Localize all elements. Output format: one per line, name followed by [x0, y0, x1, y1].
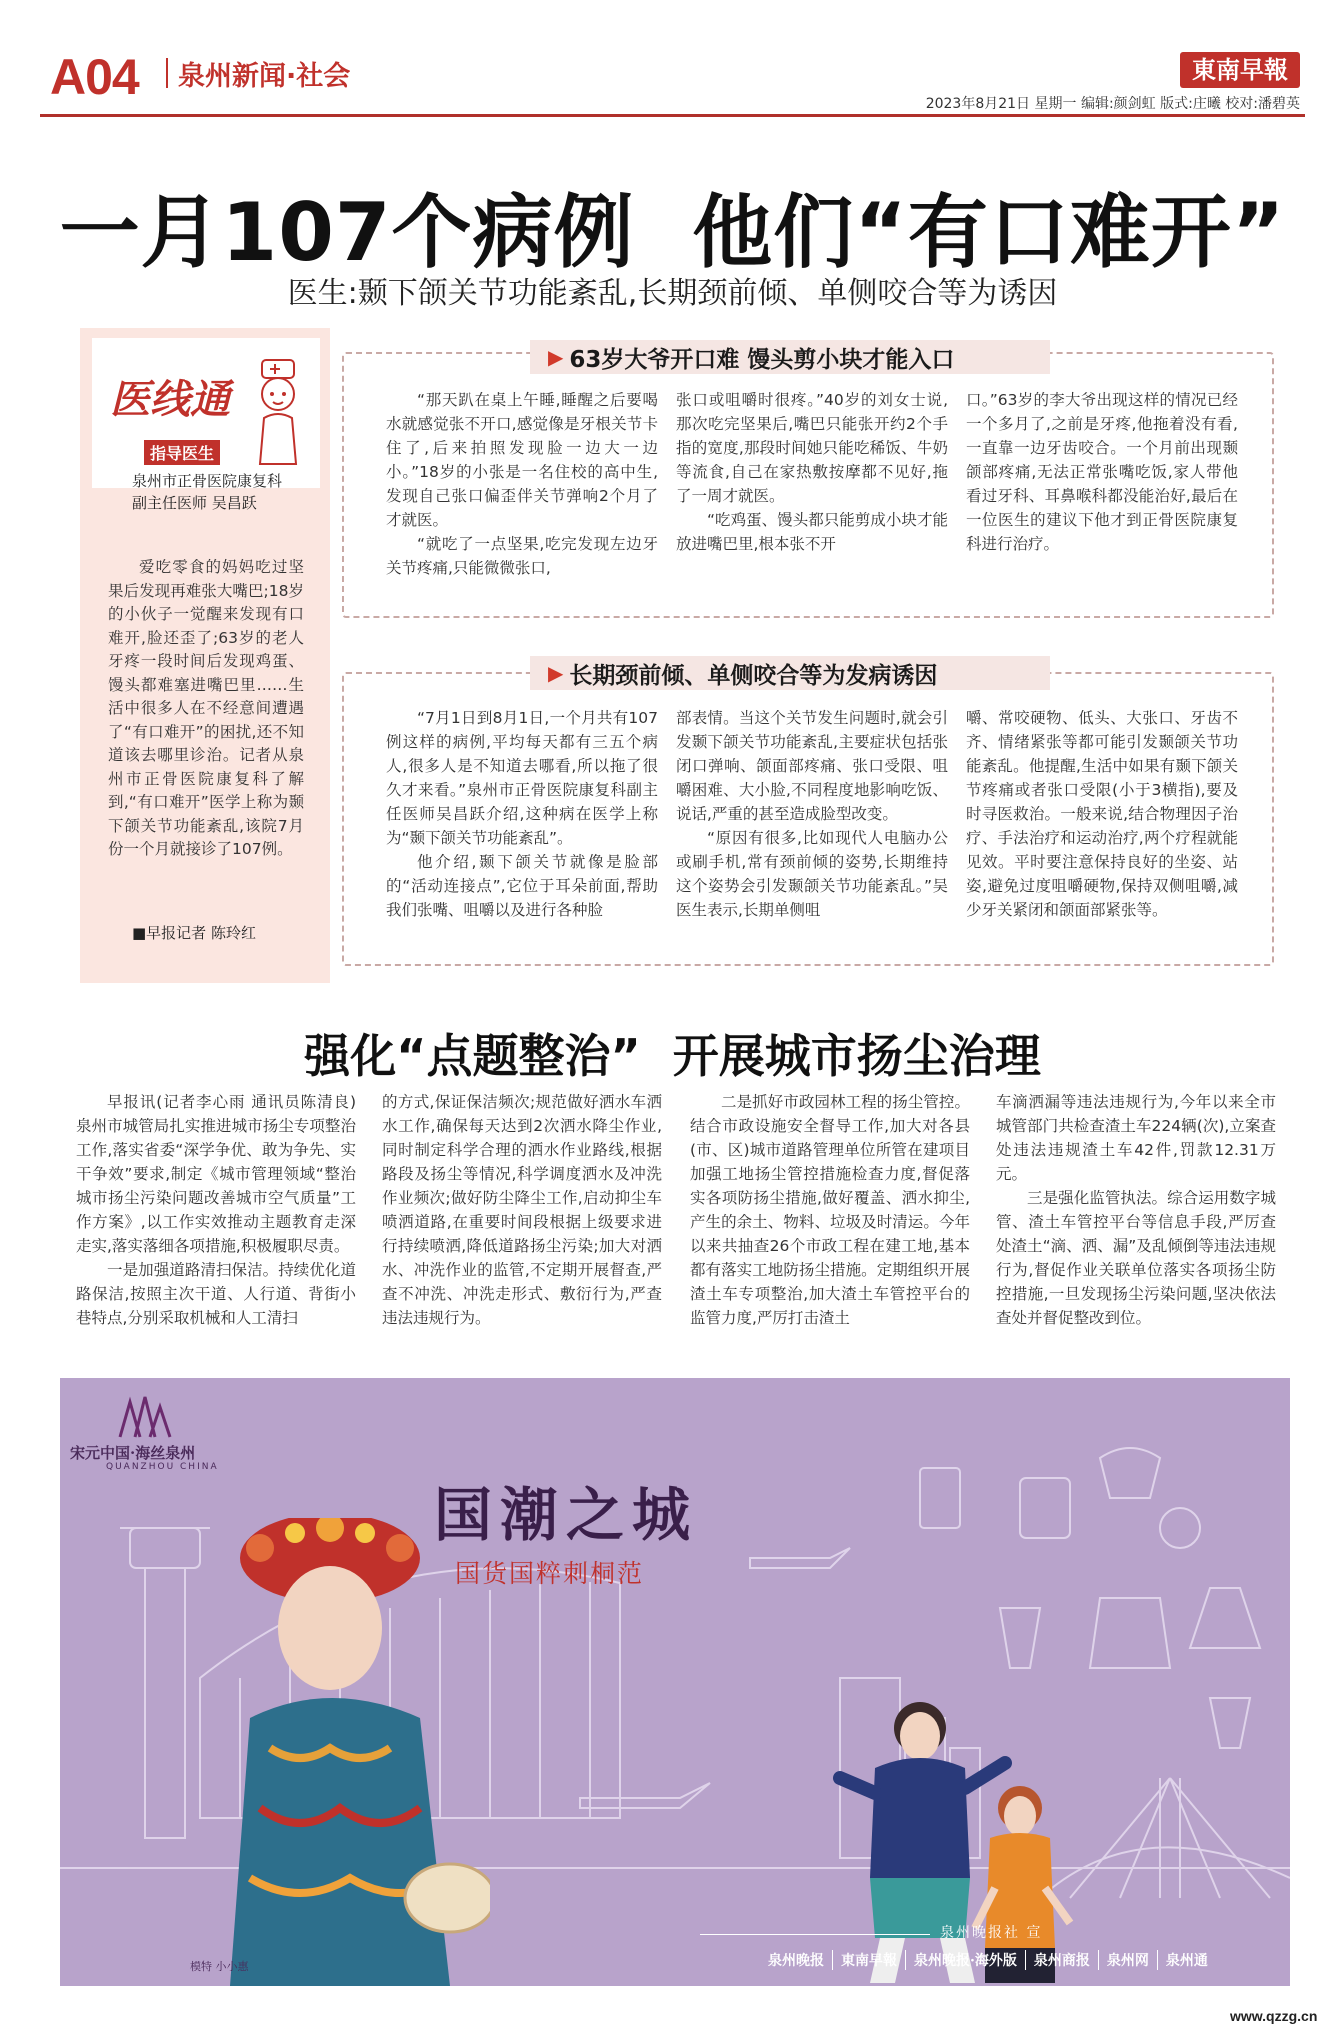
ad-footer-row	[760, 1950, 1280, 1970]
ad-footer-item: 泉州晚报·海外版	[906, 1950, 1026, 1970]
section1-col3: 口。”63岁的李大爷出现这样的情况已经一个多月了,之前是牙疼,他拖着没有看,一直靠一边牙齿咬合。一个月前出现颞颌部疼痛,无法正常张嘴吃饭,家人带他看过牙科、耳鼻喉科都没能治好,最后在一位医生的建议下他才到正骨医院康复科进行治疗。	[966, 391, 1238, 553]
ad-poster	[60, 1378, 1290, 1986]
model-figure-left	[190, 1518, 490, 1986]
site-watermark: www.qzzg.cn	[1230, 2008, 1318, 2024]
ad-footer-item: 泉州晚报	[760, 1950, 833, 1970]
ad-brand-sub: QUANZHOU CHINA	[106, 1462, 219, 1472]
section1-title: 63岁大爷开口难 馒头剪小块才能入口	[569, 346, 955, 373]
section2-title: 长期颈前倾、单侧咬合等为发病诱因	[569, 662, 938, 689]
page-code: A04	[50, 49, 139, 105]
issue-meta: 2023年8月21日 星期一 编辑:颜剑虹 版式:庄曦 校对:潘碧英	[925, 96, 1300, 112]
sidebar-reporter: ■早报记者 陈玲红	[132, 924, 256, 942]
article2-headline: 强化“点题整治” 开展城市扬尘治理	[304, 1029, 1041, 1083]
article1-subhead: 医生:颞下颌关节功能紊乱,长期颈前倾、单侧咬合等为诱因	[287, 276, 1058, 311]
doctor-line-1: 泉州市正骨医院康复科	[132, 472, 283, 490]
doctor-cartoon-icon	[242, 356, 312, 476]
advisor-tag: 指导医生	[144, 440, 220, 465]
column-name: 医线通	[110, 376, 230, 423]
section2-col1: “7月1日到8月1日,一个月共有107例这样的病例,平均每天都有三五个病人,很多人是不知道去哪看,所以拖了很久才来看。”泉州市正骨医院康复科副主任医师吴昌跃介绍,这种病在医学上称为“颞下颌关节功能紊乱”。 他介绍,颞下颌关节就像是脸部的“活动连接点”,它位于耳朵前面,帮助我们张嘴、咀嚼以及进行各种脸	[386, 709, 658, 919]
paper-logo: 東南早報	[1180, 52, 1300, 88]
ad-footer-item: 泉州通	[1165, 1953, 1208, 1969]
ad-brand-line: 宋元中国·海丝泉州	[70, 1444, 196, 1462]
section-divider	[166, 58, 168, 88]
ad-title: 国潮之城	[434, 1481, 699, 1549]
sidebar-lead-text: 爱吃零食的妈妈吃过坚果后发现再难张大嘴巴;18岁的小伙子一觉醒来发现有口难开,脸还歪了;63岁的老人牙疼一段时间后发现鸡蛋、馒头都难塞进嘴巴里……生活中很多人在不经意间遭遇了“有口难开”的困扰,还不知道该去哪里诊治。记者从泉州市正骨医院康复科了解到,“有口难开”医学上称为颞下颌关节功能紊乱,该院7月份一个月就接诊了107例。	[108, 558, 304, 858]
triangle-arrow-icon: ▶	[548, 661, 564, 685]
article2-col1: 早报讯(记者李心雨 通讯员陈清良)泉州市城管局扎实推进城市扬尘专项整治工作,落实省委“深学争优、敢为争先、实干争效”要求,制定《城市管理领域“整治城市扬尘污染问题改善城市空气质量”工作方案》,以工作实效推动主题教育走深走实,落实落细各项措施,积极履职尽责。 一是加强道路清扫保洁。持续优化道路保洁,按照主次干道、人行道、背街小巷特点,分别采取机械和人工清扫	[76, 1093, 356, 1327]
section2-col2: 部表情。当这个关节发生问题时,就会引发颞下颌关节功能紊乱,主要症状包括张闭口弹响、颌面部疼痛、张口受限、咀嚼困难、大小脸,不同程度地影响吃饭、说话,严重的甚至造成脸型改变。 “原因有很多,比如现代人电脑办公或刷手机,常有颈前倾的姿势,长期维持这个姿势会引发颞颌关节功能紊乱。”吴医生表示,长期单侧咀	[676, 709, 948, 919]
section1-col2: 张口或咀嚼时很疼。”40岁的刘女士说,那次吃完坚果后,嘴巴只能张开约2个手指的宽度,那段时间她只能吃稀饭、牛奶等流食,自己在家热敷按摩都不见好,拖了一周才就医。 “吃鸡蛋、馒头都只能剪成小块才能放进嘴巴里,根本张不开	[676, 391, 948, 553]
model-credit: 模特 小小惠	[190, 1960, 249, 1973]
triangle-arrow-icon: ▶	[548, 345, 564, 369]
doctor-line-2: 副主任医师 吴昌跃	[132, 494, 257, 512]
section2-banner	[530, 656, 1050, 690]
section1-banner	[530, 340, 1050, 374]
ad-footer-item: 泉州商报	[1026, 1950, 1099, 1970]
column-logo	[92, 338, 320, 488]
ad-footer-top: 泉州晚报社 宣	[940, 1925, 1043, 1941]
article1-headline: 一月107个病例 他们“有口难开”	[59, 186, 1286, 279]
ad-subtitle: 国货国粹刺桐范	[455, 1559, 645, 1588]
ad-footer-rule	[700, 1934, 930, 1935]
ad-footer-item: 泉州网	[1099, 1950, 1158, 1970]
section-name: 泉州新闻·社会	[178, 61, 351, 92]
article2-col2: 的方式,保证保洁频次;规范做好洒水车洒水工作,确保每天达到2次洒水降尘作业,同时制定科学合理的洒水作业路线,根据路段及扬尘等情况,科学调度洒水及冲洗作业频次;做好防尘降尘工作,启动抑尘车喷洒道路,在重要时间段根据上级要求进行持续喷洒,降低道路扬尘污染;加大对洒水、冲洗作业的监管,不定期开展督查,严查不冲洗、冲洗走形式、敷衍行为,严查违法违规行为。	[382, 1093, 662, 1327]
ad-footer-item: 東南早報	[833, 1950, 906, 1970]
header-rule	[40, 114, 1305, 117]
article2-col4: 车滴洒漏等违法违规行为,今年以来全市城管部门共检查渣土车224辆(次),立案查处违法违规渣土车42件,罚款12.31万元。 三是强化监管执法。综合运用数字城管、渣土车管控平台等信息手段,严厉查处渣土“滴、洒、漏”及乱倾倒等违法违规行为,督促作业关联单位落实各项扬尘防控措施,一旦发现扬尘污染问题,坚决依法查处并督促整改到位。	[996, 1093, 1276, 1327]
section1-col1: “那天趴在桌上午睡,睡醒之后要喝水就感觉张不开口,感觉像是牙根关节卡住了,后来拍照发现脸一边大一边小。”18岁的小张是一名住校的高中生,发现自己张口偏歪伴关节弹响2个月了才就医。 “就吃了一点坚果,吃完发现左边牙关节疼痛,只能微微张口,	[386, 391, 658, 577]
article2-col3: 二是抓好市政园林工程的扬尘管控。结合市政设施安全督导工作,加大对各县(市、区)城市道路管理单位所管在建项目加强工地扬尘管控措施检查力度,督促落实各项防扬尘措施,做好覆盖、洒水抑尘,产生的余土、物料、垃圾及时清运。今年以来共抽查26个市政工程在建工地,基本都有落实工地防扬尘措施。定期组织开展渣土车专项整治,加大渣土车管控平台的监管力度,严厉打击渣土	[690, 1093, 970, 1327]
section2-col3: 嚼、常咬硬物、低头、大张口、牙齿不齐、情绪紧张等都可能引发颞颌关节功能紊乱。他提醒,生活中如果有颞下颌关节疼痛或者张口受限(小于3横指),要及时寻医救治。一般来说,结合物理因子治疗、手法治疗和运动治疗,两个疗程就能见效。平时要注意保持良好的坐姿、站姿,避免过度咀嚼硬物,保持双侧咀嚼,减少牙关紧闭和颌面部紧张等。	[966, 709, 1238, 919]
quanzhou-brand-icon	[110, 1392, 180, 1442]
